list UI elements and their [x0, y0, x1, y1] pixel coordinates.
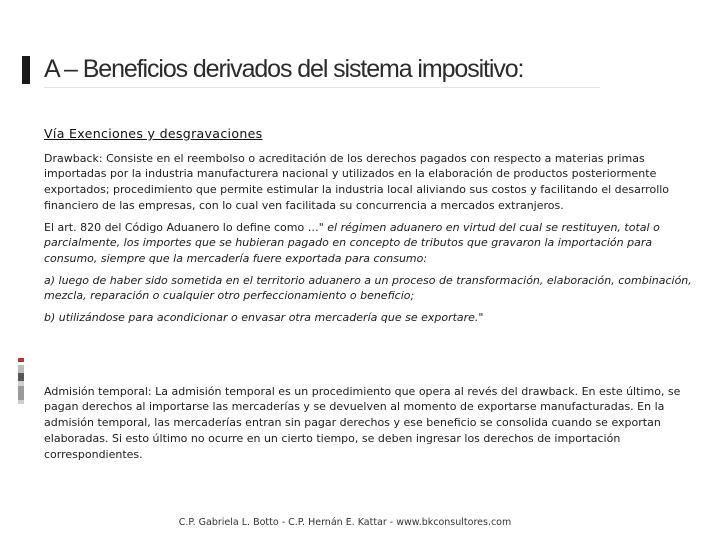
marker-segment-4 — [18, 373, 24, 381]
slide-title: A – Beneficios derivados del sistema impositivo: — [44, 55, 524, 83]
left-accent-marker — [18, 358, 24, 404]
article-quote: el régimen aduanero en virtud del cual se restituyen, total o parcialmente, los importes que se hubieran pagado en concepto de tributos que gravaron la importación para consumo, siempre que la mercadería fuere exportada para consumo: — [44, 220, 660, 265]
title-accent-bar — [22, 56, 30, 84]
item-b-paragraph: b) utilizándose para acondicionar o envasar otra mercadería que se exportare." — [44, 311, 484, 325]
article-paragraph — [44, 220, 700, 267]
slide-footer: C.P. Gabriela L. Botto - C.P. Hernán E. Kattar - www.bkconsultores.com — [178, 517, 512, 528]
title-divider — [44, 87, 600, 88]
marker-segment-7 — [18, 400, 24, 404]
section-subheading: Vía Exenciones y desgravaciones — [44, 126, 263, 141]
marker-segment-3 — [18, 365, 24, 373]
article-intro: El art. 820 del Código Aduanero lo define como …" — [44, 220, 324, 234]
admision-paragraph: Admisión temporal: La admisión temporal es un procedimiento que opera al revés del drawback. En este último, se pagan derechos al importarse las mercaderías y se devuelven al momento de exportarse manufacturadas. En la admisión temporal, las mercaderías entran sin pagar derechos y ese beneficio se consolida cuando se exportan elaboradas. Si esto último no ocurre en un cierto tiempo, se deben ingresar los derechos de importación correspondientes. — [44, 384, 681, 461]
marker-segment-6 — [18, 386, 24, 400]
slide-content — [44, 126, 700, 462]
item-a-paragraph: a) luego de haber sido sometida en el territorio aduanero a un proceso de transformación, elaboración, combinación, mezcla, reparación o cualquier otro perfeccionamiento o beneficio; — [44, 273, 692, 303]
drawback-paragraph: Drawback: Consiste en el reembolso o acreditación de los derechos pagados con respecto a materias primas importadas por la industria manufacturera nacional y utilizados en la elaboración de productos posteriormente exportados; procedimiento que permite estimular la industria local aliviando sus costos y facilitando el desarrollo financiero de las empresas, con lo cual ven facilitada su concurrencia a mercados extranjeros. — [44, 151, 670, 212]
